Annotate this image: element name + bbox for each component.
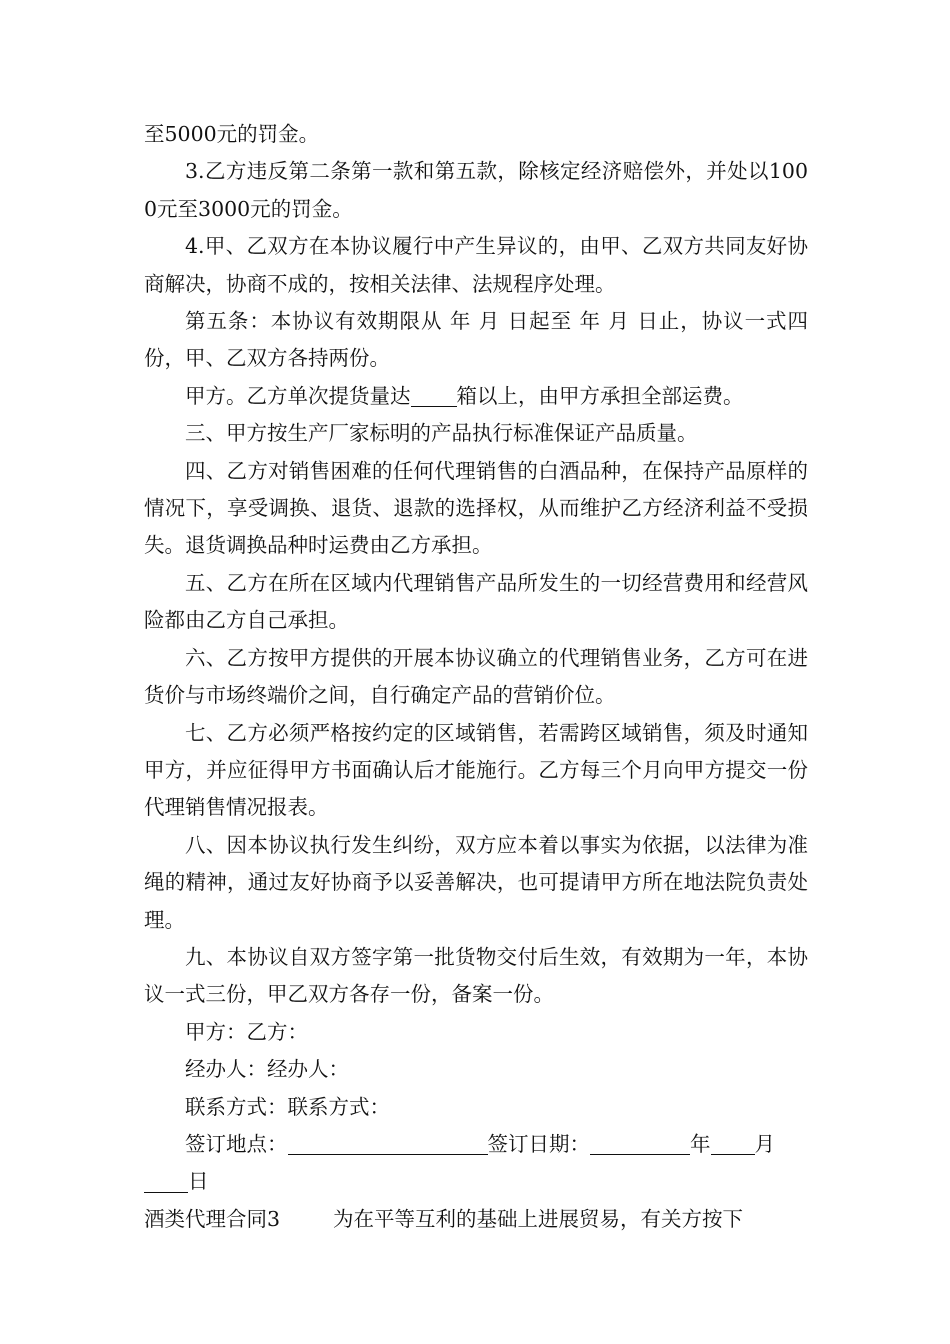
paragraph-clause-4: 4.甲、乙双方在本协议履行中产生异议的，由甲、乙双方共同友好协商解决，协商不成的，按相关法律、法规程序处理。 bbox=[144, 234, 808, 296]
place-label: 签订地点： bbox=[185, 1131, 288, 1156]
paragraph-item-9: 九、本协议自双方签字第一批货物交付后生效，有效期为一年，本协议一式三份，甲乙双方各存一份，备案一份。 bbox=[144, 944, 808, 1007]
shipping-text-end: 箱以上，由甲方承担全部运费。 bbox=[456, 383, 744, 408]
day-blank bbox=[144, 1170, 188, 1193]
year-label: 年 bbox=[690, 1131, 711, 1156]
date-label: 签订日期： bbox=[487, 1131, 590, 1156]
shipping-text-start: 甲方。乙方单次提货量达 bbox=[185, 383, 411, 408]
day-label: 日 bbox=[188, 1169, 209, 1194]
signature-place-date bbox=[144, 1126, 808, 1201]
signature-agents: 经办人：经办人： bbox=[185, 1057, 349, 1082]
paragraph-item-6: 六、乙方按甲方提供的开展本协议确立的代理销售业务，乙方可在进货价与市场终端价之间，自行确定产品的营销价位。 bbox=[144, 645, 808, 708]
place-blank bbox=[288, 1133, 488, 1156]
year-blank bbox=[590, 1133, 690, 1156]
next-contract-title: 酒类代理合同3 bbox=[144, 1206, 281, 1231]
signature-contacts: 联系方式：联系方式： bbox=[185, 1094, 390, 1119]
paragraph-clause-3: 3.乙方违反第二条第一款和第五款，除核定经济赔偿外，并处以1000元至3000元的罚金。 bbox=[144, 159, 808, 221]
paragraph-item-7: 七、乙方必须严格按约定的区域销售，若需跨区域销售，须及时通知甲方，并应征得甲方书面确认后才能施行。乙方每三个月向甲方提交一份代理销售情况报表。 bbox=[144, 720, 808, 820]
paragraph-item-8: 八、因本协议执行发生纠纷，双方应本着以事实为依据，以法律为准绳的精神，通过友好协商予以妥善解决，也可提请甲方所在地法院负责处理。 bbox=[144, 832, 808, 932]
month-blank bbox=[711, 1133, 755, 1156]
month-label: 月 bbox=[754, 1131, 775, 1156]
next-contract-heading bbox=[144, 1201, 808, 1238]
signature-parties: 甲方：乙方： bbox=[185, 1019, 308, 1044]
document-body bbox=[144, 116, 808, 1238]
paragraph-item-3: 三、甲方按生产厂家标明的产品执行标准保证产品质量。 bbox=[185, 421, 698, 446]
paragraph-penalty-end: 至5000元的罚金。 bbox=[144, 122, 320, 146]
next-contract-intro: 为在平等互利的基础上进展贸易，有关方按下 bbox=[333, 1206, 744, 1231]
paragraph-shipping bbox=[144, 378, 808, 415]
quantity-blank bbox=[411, 385, 457, 408]
paragraph-item-4: 四、乙方对销售困难的任何代理销售的白酒品种，在保持产品原样的情况下，享受调换、退货、退款的选择权，从而维护乙方经济利益不受损失。退货调换品种时运费由乙方承担。 bbox=[144, 458, 808, 558]
paragraph-article-5: 第五条：本协议有效期限从 年 月 日起至 年 月 日止，协议一式四份，甲、乙双方各持两份。 bbox=[144, 309, 808, 371]
paragraph-item-5: 五、乙方在所在区域内代理销售产品所发生的一切经营费用和经营风险都由乙方自己承担。 bbox=[144, 570, 808, 633]
